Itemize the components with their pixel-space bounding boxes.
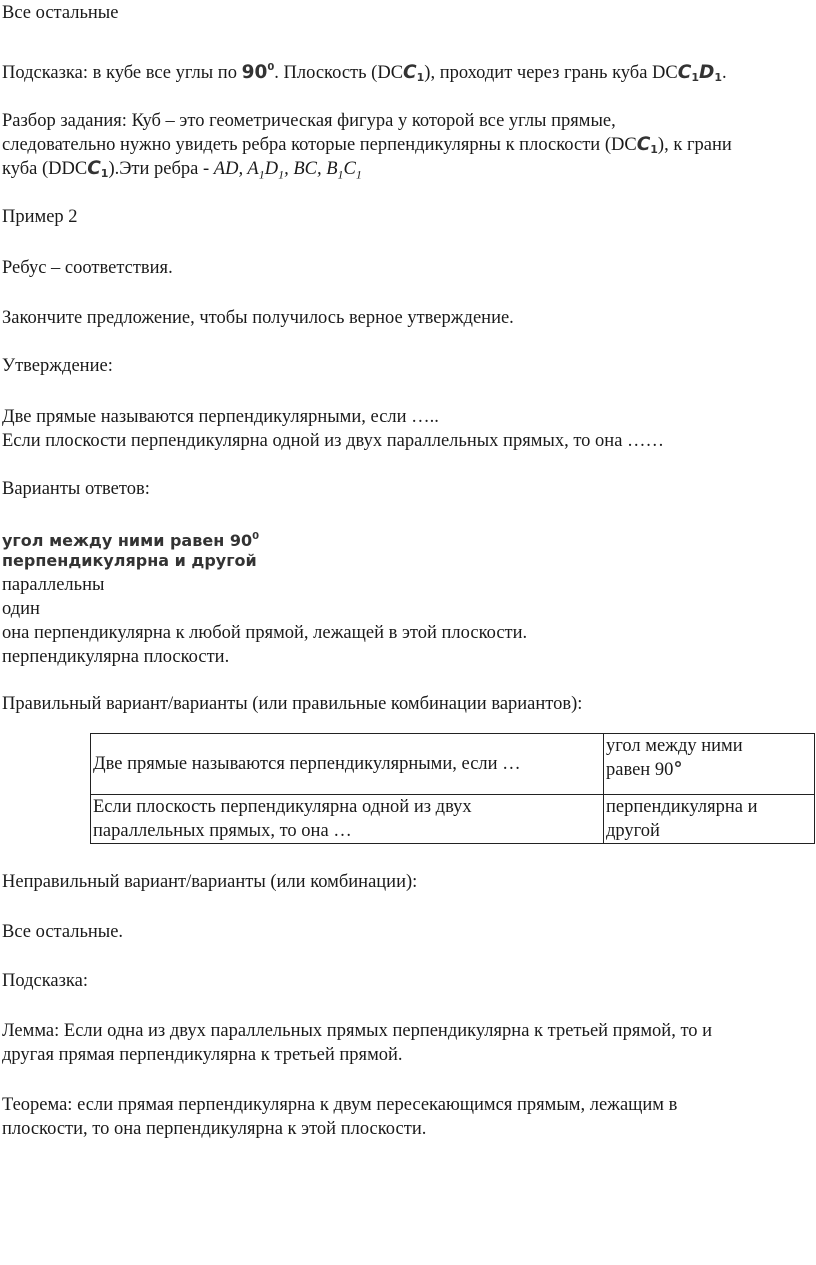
edge-list — [213, 159, 362, 182]
text: Пример 2 — [2, 207, 78, 227]
text: другая прямая перпендикулярна к третьей прямой. — [2, 1045, 403, 1065]
option-3 — [2, 573, 104, 597]
table-cell — [91, 795, 604, 844]
text: один — [2, 599, 40, 619]
text: равен 90 — [606, 760, 674, 780]
statement-line-1 — [2, 405, 439, 429]
edge-subscript: 1 — [355, 167, 362, 182]
edge-text: AD, A — [213, 159, 259, 179]
edge-text: , BC, B — [284, 159, 338, 179]
formula-letter: D — [698, 62, 715, 83]
formula-letter: C — [677, 62, 692, 83]
table-cell — [91, 734, 604, 795]
text: другой — [606, 821, 660, 841]
text: Подсказка: в кубе все углы по — [2, 63, 242, 83]
text: плоскости, то она перпендикулярна к этой плоскости. — [2, 1119, 427, 1139]
statement-line-2 — [2, 429, 664, 453]
paragraph-correct-variants-label — [2, 692, 582, 716]
answer-table — [90, 733, 815, 844]
text: . Плоскость (DC — [274, 63, 404, 83]
text: угол между ними равен 90 — [2, 531, 253, 550]
lemma-line-1 — [2, 1019, 712, 1043]
formula-subscript: 1 — [691, 71, 699, 84]
degree-symbol: ° — [673, 759, 683, 780]
formula-c1 — [87, 158, 108, 179]
paragraph-analysis-line-1 — [2, 109, 616, 133]
paragraph-statement-label — [2, 354, 113, 378]
text: она перпендикулярна к любой прямой, лежащей в этой плоскости. — [2, 623, 528, 643]
text: куба (DDC — [2, 159, 88, 179]
theorem-line-1 — [2, 1093, 677, 1117]
text: ).Эти ребра - — [108, 159, 214, 179]
option-2 — [2, 549, 257, 573]
edge-text: D — [264, 159, 279, 179]
paragraph-incorrect-variants-label — [2, 870, 417, 894]
text: следовательно нужно увидеть ребра которые перпендикулярны к плоскости (DC — [2, 135, 637, 155]
theorem-line-2 — [2, 1117, 426, 1141]
text: Если плоскость перпендикулярна одной из двух — [93, 797, 472, 817]
formula-subscript: 1 — [714, 71, 722, 84]
edge-subscript: 1 — [258, 167, 265, 182]
paragraph-all-others — [2, 920, 123, 944]
text: ), к грани — [657, 135, 732, 155]
paragraph-analysis-line-3 — [2, 157, 362, 187]
option-5 — [2, 621, 527, 645]
paragraph-all-others-top — [2, 1, 118, 25]
text: Все остальные — [2, 3, 119, 23]
text: Лемма: Если одна из двух параллельных прямых перпендикулярна к третьей прямой, то и — [2, 1021, 713, 1041]
formula-letter: C — [87, 158, 101, 179]
text: Закончите предложение, чтобы получилось верное утверждение. — [2, 308, 514, 328]
paragraph-rebus — [2, 256, 173, 280]
option-6 — [2, 645, 229, 669]
paragraph-hint-cube — [2, 56, 727, 90]
text: угол между ними — [606, 736, 743, 756]
formula-subscript: 1 — [100, 167, 109, 180]
text: параллельных прямых, то она … — [93, 821, 352, 841]
table-row — [91, 795, 815, 844]
paragraph-answer-options-label — [2, 477, 150, 501]
text: Правильный вариант/варианты (или правильные комбинации вариантов): — [2, 694, 583, 714]
table-row — [91, 734, 815, 795]
formula-letter: C — [403, 62, 417, 83]
edge-subscript: 1 — [278, 167, 285, 182]
formula-90-degrees — [242, 62, 275, 83]
text: . — [722, 63, 727, 83]
text: Все остальные. — [2, 922, 124, 942]
text: перпендикулярна и другой — [2, 551, 257, 570]
text: перпендикулярна плоскости. — [2, 647, 230, 667]
text: Ребус – соответствия. — [2, 258, 173, 278]
text: Разбор задания: Куб – это геометрическая фигура у которой все углы прямые, — [2, 111, 616, 131]
edge-subscript: 1 — [337, 167, 344, 182]
formula-c1 — [403, 62, 424, 83]
formula-number: 90 — [241, 62, 268, 83]
formula-superscript: 0 — [267, 62, 275, 73]
text: параллельны — [2, 575, 105, 595]
table-cell — [604, 795, 815, 844]
text: Две прямые называются перпендикулярными, если ….. — [2, 407, 439, 427]
formula-subscript: 1 — [650, 143, 658, 156]
formula-letter: C — [636, 134, 651, 155]
formula-c1 — [637, 134, 658, 155]
lemma-line-2 — [2, 1043, 403, 1067]
text: Утверждение: — [2, 356, 113, 376]
text: Подсказка: — [2, 971, 88, 991]
formula-c1d1 — [678, 62, 722, 83]
text: перпендикулярна и — [606, 797, 758, 817]
text: Варианты ответов: — [2, 479, 150, 499]
edge-text: C — [343, 159, 356, 179]
option-4 — [2, 597, 40, 621]
heading-example-2 — [2, 205, 78, 229]
superscript: 0 — [252, 531, 260, 542]
paragraph-instruction — [2, 306, 514, 330]
formula-subscript: 1 — [416, 71, 425, 84]
table-cell — [604, 734, 815, 795]
text: Теорема: если прямая перпендикулярна к двум пересекающимся прямым, лежащим в — [2, 1095, 678, 1115]
text: Если плоскости перпендикулярна одной из двух параллельных прямых, то она …… — [2, 431, 665, 451]
paragraph-hint-label — [2, 969, 88, 993]
text: Две прямые называются перпендикулярными, если … — [93, 754, 521, 774]
text: Неправильный вариант/варианты (или комбинации): — [2, 872, 418, 892]
text: ), проходит через грань куба DC — [424, 63, 678, 83]
